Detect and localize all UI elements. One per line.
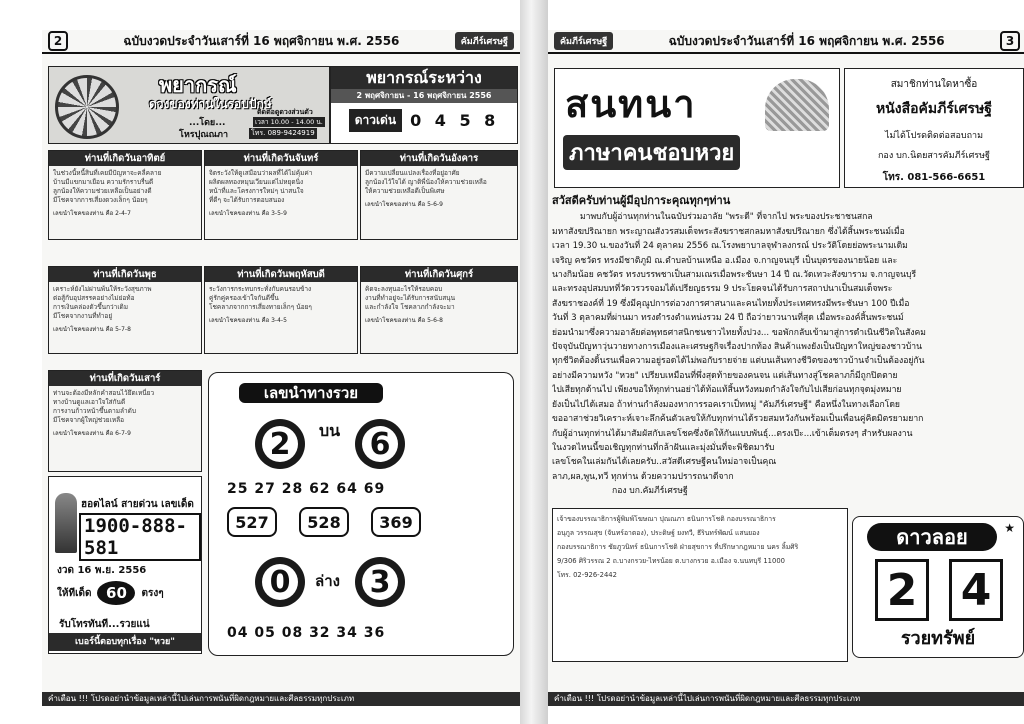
day-title: ท่านที่เกิดวันอังคาร — [361, 151, 517, 166]
lucky-number: เลขนำโชคของท่าน คือ 3-4-5 — [209, 317, 287, 324]
article-line: ยังเป็นไปได้เสมอ ถ้าท่านกำลังมองหาการรอคเราเป็ทหมู่ "คัมภีร์เศรษฐี" คือหนึ่งในทางเลือกโดย — [552, 399, 900, 410]
triple-3: 369 — [371, 507, 421, 537]
star-label: ดาวเด่น — [349, 109, 402, 132]
left-page-header — [42, 30, 520, 54]
magazine-logo: คัมภีร์เศรษฐี — [455, 32, 514, 50]
contact-phone: โทร. 089-9424919 — [251, 129, 315, 137]
tip-line — [57, 581, 164, 605]
forecast-title: พยากรณ์ — [159, 73, 237, 97]
bottom-label: ล่าง — [315, 572, 340, 590]
star-numbers — [331, 109, 517, 132]
lucky-number: เลขนำโชคของท่าน คือ 5-6-9 — [365, 201, 443, 208]
contact-hours: เวลา 10.00 - 14.00 น. — [255, 118, 323, 126]
hotline-label: ฮอตไลน์ สายด่วน เลขเด็ด — [81, 499, 194, 510]
column-title: สนทนา — [565, 82, 697, 126]
magazine-logo: คัมภีร์เศรษฐี — [554, 32, 613, 50]
hotline-box — [48, 476, 202, 654]
tip-number: 60 — [97, 581, 135, 605]
lucky-number: เลขนำโชคของท่าน คือ 5-6-8 — [365, 317, 443, 324]
day-title: ท่านที่เกิดวันอาทิตย์ — [49, 151, 201, 166]
article-line: ทุกชีวิตต้องดิ้นรนเพื่อความอยู่รอดได้ไม่พอกับรายจ่าย แต่บนเส้นทางชีวิตของชาวบ้านจำเป็นต้องอยู่กัน — [552, 356, 925, 367]
article-line: นางกิมน้อย คชวัตร ทรงบรรพชาเป็นสามเณรเมื่อพระชันษา 14 ปี ณ.วัดเทวะสังฆาราม จ.กาญจนบุรี — [552, 270, 917, 281]
reader-illustration-icon — [765, 79, 829, 131]
period-range: 2 พฤศจิกายน - 16 พฤศจิกายน 2556 — [331, 89, 517, 103]
article-line: ขออาสาช่วยวิเคราะห์เจาะลึกค้นตัวเลขให้กับทุกท่านได้รวยสมหวังกันพร้อมเป็นเพื่อนคู่คิดมิตรยามยาก — [552, 414, 924, 425]
day-box-saturday — [48, 370, 202, 472]
day-box-tuesday — [360, 150, 518, 240]
contact-note: ติดต่อดูดวงส่วนตัว — [257, 108, 313, 116]
forecast-period-box — [330, 66, 518, 144]
day-title: ท่านที่เกิดวันจันทร์ — [205, 151, 357, 166]
day-text: จิตระวังให้ดูเสมือนว่าผลที่ได้ไม่คุ้มค่า ผลิตผลทองหมุนเวียนแต่ไม่หยุดนิ่ง หน้าที่และโครงการใหม่ๆ น่าสนใจ ที่ดีๆ จะได้รับการตอบสนอง — [209, 169, 313, 204]
period-title: พยากรณ์ระหว่าง — [331, 67, 517, 89]
forecast-author: โหรปุณณภา — [179, 130, 228, 140]
article-line: อย่างมีความหวัง "หวย" เปรียบเหมือนที่พึ่งสุดท้ายของคนจน แต่เส้นทางสู่โชคลาภก็มีถูกปิดตาย — [552, 370, 898, 381]
right-page — [548, 30, 1024, 706]
forecast-by: ...โดย... — [189, 118, 226, 128]
day-text: มีความเปลี่ยนแปลงเรื่องที่อยู่อาศัย ลูกน้องไว้ใจได้ ญาติพี่น้องให้ความช่วยเหลือ ให้ความช่วยเหลือดีเป็นพิเศษ — [365, 169, 487, 195]
page-gutter — [520, 0, 548, 724]
lucky-number: เลขนำโชคของท่าน คือ 6-7-9 — [53, 430, 131, 437]
article-greeting: สวัสดีครับท่านผู้มีอุปการะคุณทุกๆท่าน — [552, 194, 731, 207]
number-row-1: 25 27 28 62 64 69 — [227, 481, 386, 497]
credits-text: เจ้าของบรรณาธิการผู้พิมพ์โฆษณา ปุณณภา ธนินการโชติ กองบรรณาธิการ อนุกูล วรรณสุข (จันทร์อาตอง), ประดิษฐ์ ยงทวี, ธีรินทร์พัฒน์ แสนยอง กองบรรณาธิการ ชัยภูวนิทร์ ธนินการโชติ ฝ่ายสุขการ ที่ปรึกษากฎหมาย นคร ลิ้มศิริ 9/306 ศิริวรรณ 2 ถ.บางกรวย-ไทรน้อย ต.บางกรวย อ.เมือง จ.นนทบุรี 11000 โทร. 02-926-2442 — [557, 515, 799, 579]
day-text: ท่านจะต้องมีหลักคำสอนไว้ยึดเหนี่ยว ทางบ้านดูแลเอาใจใส่กันดี การงานก้าวหน้าขึ้นตามลำดับ มีโชคจากผู้ใหญ่ช่วยเหลือ — [53, 389, 155, 424]
forecast-subtitle: ดวงของท่านในรอบปักษ์ — [149, 97, 272, 111]
issue-title: ฉบับงวดประจำวันเสาร์ที่ 16 พฤศจิกายน พ.ศ. 2556 — [123, 33, 400, 48]
page-number: 3 — [1000, 31, 1020, 51]
article-line: ไปเสียทุกด้านไป เพียงขอให้ทุกท่านอย่าได้ท้อแท้สิ้นหวังหมดกำลังใจกับไปเสียก่อนทุกจุดมุ่งหมาย — [552, 385, 902, 396]
daoloy-digit-1: 2 — [875, 559, 929, 621]
right-warning-footer: คำเตือน !!! โปรดอย่านำข้อมูลเหล่านี้ไปเล่นการพนันที่ผิดกฎหมายและศีลธรรมทุกประเภท — [548, 692, 1024, 706]
article-line: เจริญ คชวัตร ทรงมีชาติภูมิ ณ.ตำบลบ้านเหนือ อ.เมือง จ.กาญจนบุรี เป็นบุตรของนายน้อย และ — [552, 255, 898, 266]
lotto-guide-box — [208, 372, 514, 656]
article-line: สังฆราชองค์ที่ 19 ซึ่งมีคุณูปการต่อวงการศาสนาและคนไทยทั้งประเทศทรงมีพระชันษา 100 ปีเมื่อ — [552, 298, 910, 309]
left-page — [42, 30, 520, 706]
day-box-monday — [204, 150, 358, 240]
lucky-number: เลขนำโชคของท่าน คือ 5-7-8 — [53, 326, 131, 333]
day-box-sunday — [48, 150, 202, 240]
day-box-wednesday — [48, 266, 202, 354]
article-line: ปัจจุบันปัญหาวุ่นวายทางการเมืองและเศรษฐกิจเรื่องปากท้อง สินค้าแพงยังเป็นปัญหาใหญ่ของชาวบ้าน — [552, 342, 922, 353]
hotline-number: 1900-888-581 — [79, 513, 201, 561]
issue-title: ฉบับงวดประจำวันเสาร์ที่ 16 พฤศจิกายน พ.ศ. 2556 — [668, 33, 945, 48]
star-digits: 0 4 5 8 — [410, 111, 500, 130]
forecast-banner — [48, 66, 330, 144]
article-line: เวลา 19.30 น.ของวันที่ 24 ตุลาคม 2556 ณ.โรงพยาบาลจุฬาลงกรณ์ ประวัติโดยย่อพระนามเดิม — [552, 241, 908, 252]
daoloy-caption: รวยทรัพย์ — [900, 628, 976, 649]
article-line: กับผู้อ่านทุกท่านได้มาสัมผัสกับเลขโชคซึ่งจัดให้กันแบบพันธุ์...ตรงเป๊ะ...เข้าเต็มตรงๆ สำหรับผลงาน — [552, 428, 913, 439]
day-text: ในช่วงนี้หนี้สินที่เคยมีปัญหาจะคลี่คลาย บ้านมีแขกมาเยือน ความรักราบรื่นดี ลูกน้องให้ความช่วยเหลือเป็นอย่างดี มีโชคจากการเสี่ยงดวงเล็กๆ น้อยๆ — [53, 169, 162, 204]
number-row-2: 04 05 08 32 34 36 — [227, 625, 386, 641]
right-page-header — [548, 30, 1024, 54]
tip-prefix: ให้ทีเด็ด — [57, 587, 92, 599]
day-title: ท่านที่เกิดวันศุกร์ — [361, 267, 517, 282]
lucky-number: เลขนำโชคของท่าน คือ 3-5-9 — [209, 210, 287, 217]
article-line: ลาภ,ผล,พูน,ทวี ทุกท่าน ด้วยความปรารถนาดีจาก — [552, 471, 734, 482]
day-box-friday — [360, 266, 518, 354]
bottom-digit-1: 0 — [255, 557, 305, 607]
day-box-thursday — [204, 266, 358, 354]
article-line: และทรงอุปสมบทที่วัดวรวรจอมได้เปรียญธรรม 9 ประโยคจนได้รับการสถาปนาเป็นสมเด็จพระ — [552, 284, 893, 295]
lucky-number: เลขนำโชคของท่าน คือ 2-4-7 — [53, 210, 131, 217]
page-number: 2 — [48, 31, 68, 51]
article-line: วันที่ 3 ตุลาคมที่ผ่านมา ทรงดำรงตำแหน่งรวม 24 ปี ถือว่ายาวนานที่สุด เมื่อพระองค์สิ้นพระชนม์ — [552, 313, 904, 324]
zodiac-wheel-icon — [55, 75, 119, 139]
column-subtitle: ภาษาคนชอบหวย — [563, 135, 740, 170]
left-warning-footer: คำเตือน !!! โปรดอย่านำข้อมูลเหล่านี้ไปเล่นการพนันที่ผิดกฎหมายและศีลธรรมทุกประเภท — [42, 692, 520, 706]
day-title: ท่านที่เกิดวันเสาร์ — [49, 371, 201, 386]
lotto-title: เลขนำทางรวย — [239, 383, 383, 403]
top-digit-2: 6 — [355, 419, 405, 469]
article-line: มหาสังฆปริณายก พระญาณสังวรสมเด็จพระสังฆราชสกลมหาสังฆปริณายก ซึ่งได้สิ้นพระชนม์เมื่อ — [552, 226, 905, 237]
subscribe-line-3: ไม่ได้โปรดติดต่อสอบถาม — [884, 131, 984, 141]
star-icon: ★ — [1004, 521, 1015, 535]
draw-date: งวด 16 พ.ย. 2556 — [57, 565, 147, 576]
hotline-cta-banner: เบอร์นี้ตอบทุกเรื่อง "หวย" — [49, 633, 201, 651]
article-line: กอง บก.คัมภีร์เศรษฐี — [612, 486, 688, 497]
hotline-cta: รับโทรทันที...รวยแน่ — [59, 619, 150, 630]
day-title: ท่านที่เกิดวันพฤหัสบดี — [205, 267, 357, 282]
article-line: มาพบกับผู้อ่านทุกท่านในฉบับร่วมอาลัย "พระดี" ที่จากไป พระของประชาชนสกล — [580, 212, 873, 223]
daoloy-title: ดาวลอย — [867, 523, 997, 551]
subscribe-line-2: หนังสือคัมภีร์เศรษฐี — [875, 101, 993, 117]
subscribe-phone: โทร. 081-566-6651 — [882, 172, 986, 183]
tip-suffix: ตรงๆ — [141, 587, 164, 599]
daoloy-digit-2: 4 — [949, 559, 1003, 621]
credits-box — [552, 508, 848, 662]
day-text: คิดจะลงทุนอะไรให้รอบคอบ งานที่ทำอยู่จะได้รับการสนับสนุน และกำลังใจ โชคลาภกำลังจะมา — [365, 285, 456, 311]
subscribe-line-1: สมาชิกท่านใดหาซื้อ — [890, 79, 978, 90]
article-line: ย่อมนำมาซึ่งความอาลัยต่อพุทธศาสนิกชนชาวไทยทั้งปวง... ขอพักกลับเข้ามาสู่การดำเนินชีวิตในสังคม — [552, 327, 926, 338]
bottom-digit-2: 3 — [355, 557, 405, 607]
day-text: เคราะห์ยังไม่ผ่านพ้นให้ระวังสุขภาพ ต่อสู้กับอุปสรรคอย่างไม่ย่อท้อ การเงินคล่องตัวขึ้นกว่าเดิม มีโชคจากงานที่ทำอยู่ — [53, 285, 152, 320]
day-text: ระวังการกระทบกระทั่งกับคนรอบข้าง คู่รักคู่ครองเข้าใจกันดีขึ้น โชคลาภจากการเสี่ยงทายเล็กๆ น้อยๆ — [209, 285, 312, 311]
top-digit-1: 2 — [255, 419, 305, 469]
subscribe-line-4: กอง บก.นิตยสารคัมภีร์เศรษฐี — [877, 151, 991, 161]
day-title: ท่านที่เกิดวันพุธ — [49, 267, 201, 282]
article-line: ในงวดไหนนี้ขอเชิญทุกท่านที่กล้าฝันและมุ่งมั่นที่จะพิชิตมารับ — [552, 442, 775, 453]
column-title-box — [554, 68, 840, 188]
daoloy-box — [852, 516, 1024, 658]
triple-2: 528 — [299, 507, 349, 537]
subscribe-box — [844, 68, 1024, 188]
article-line: เลขโชคในเล่มกันได้เลยครับ..สวัสดีเศรษฐีคนใหม่อาจเป็นคุณ — [552, 457, 777, 468]
lotto-seller-figure-icon — [55, 493, 77, 553]
triple-1: 527 — [227, 507, 277, 537]
top-label: บน — [319, 421, 341, 440]
editorial-article — [552, 194, 1024, 499]
